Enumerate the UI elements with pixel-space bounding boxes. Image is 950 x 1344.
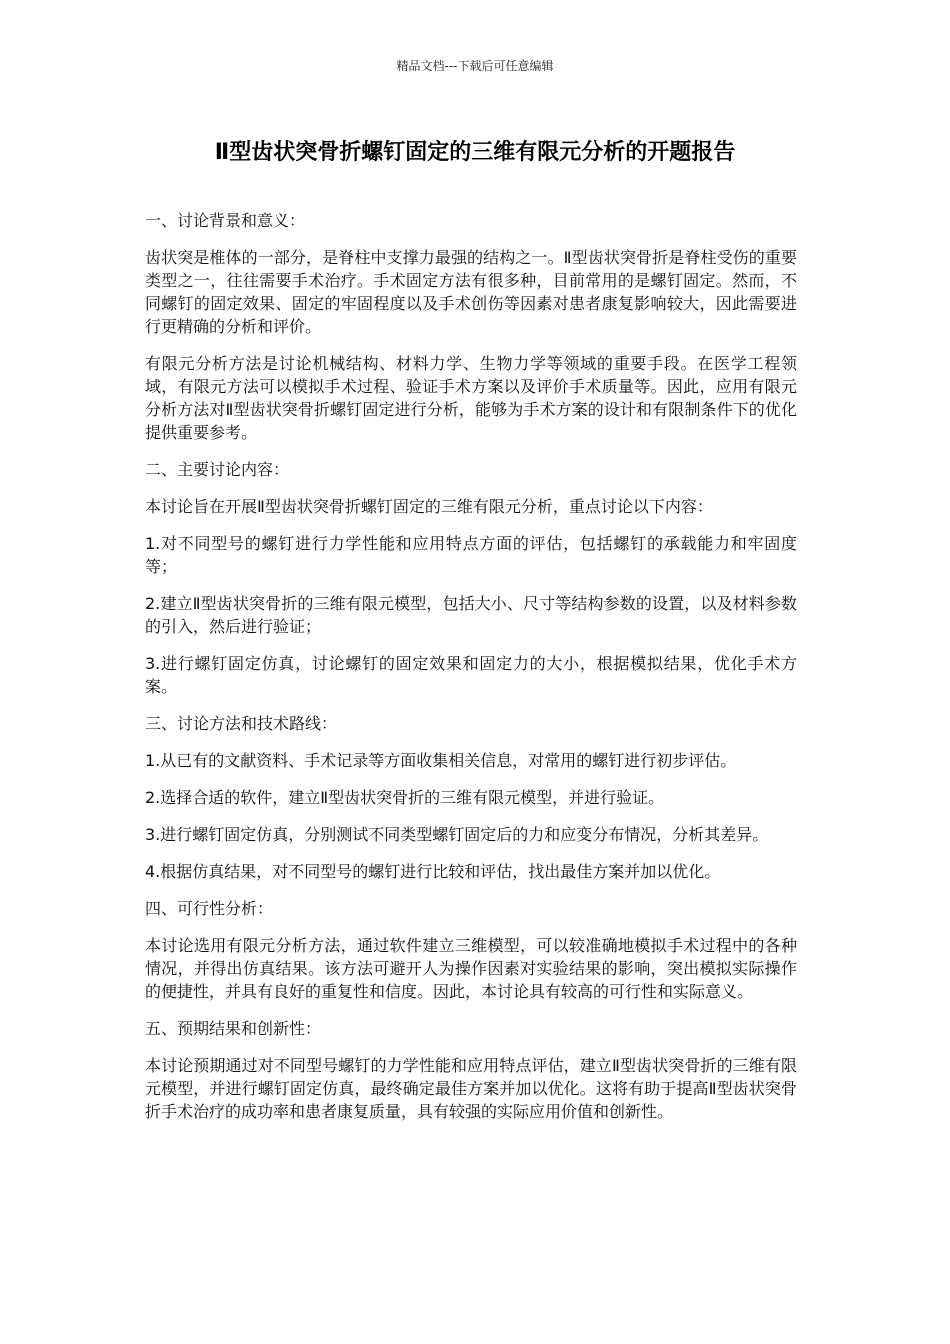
paragraph: 有限元分析方法是讨论机械结构、材料力学、生物力学等领域的重要手段。在医学工程领域，有限元方法可以模拟手术过程、验证手术方案以及评价手术质量等。因此，应用有限元分析方法对Ⅱ型齿状突骨折螺钉固定进行分析，能够为手术方案的设计和有限制条件下的优化提供重要参考。 xyxy=(145,354,797,442)
section-heading-feasibility: 四、可行性分析： xyxy=(145,899,274,918)
section-heading-background: 一、讨论背景和意义： xyxy=(145,211,306,230)
list-item: 1.从已有的文献资料、手术记录等方面收集相关信息，对常用的螺钉进行初步评估。 xyxy=(145,751,737,770)
document-body xyxy=(145,209,797,1137)
section-heading-content: 二、主要讨论内容： xyxy=(145,460,290,479)
list-item: 3.进行螺钉固定仿真，分别测试不同类型螺钉固定后的力和应变分布情况，分析其差异。 xyxy=(145,825,769,844)
list-item: 3.进行螺钉固定仿真，讨论螺钉的固定效果和固定力的大小，根据模拟结果，优化手术方案。 xyxy=(145,654,797,696)
document-title: Ⅱ型齿状突骨折螺钉固定的三维有限元分析的开题报告 xyxy=(214,140,736,165)
section-heading-methods: 三、讨论方法和技术路线： xyxy=(145,714,338,733)
list-item: 2.建立Ⅱ型齿状突骨折的三维有限元模型，包括大小、尺寸等结构参数的设置，以及材料参数的引入，然后进行验证； xyxy=(145,594,797,636)
page-header: 精品文档---下载后可任意编辑 xyxy=(396,59,554,73)
paragraph: 本讨论预期通过对不同型号螺钉的力学性能和应用特点评估，建立Ⅱ型齿状突骨折的三维有限元模型，并进行螺钉固定仿真，最终确定最佳方案并加以优化。这将有助于提高Ⅱ型齿状突骨折手术治疗的成功率和患者康复质量，具有较强的实际应用价值和创新性。 xyxy=(145,1056,797,1121)
paragraph: 齿状突是椎体的一部分，是脊柱中支撑力最强的结构之一。Ⅱ型齿状突骨折是脊柱受伤的重要类型之一，往往需要手术治疗。手术固定方法有很多种，目前常用的是螺钉固定。然而，不同螺钉的固定效果、固定的牢固程度以及手术创伤等因素对患者康复影响较大，因此需要进行更精确的分析和评价。 xyxy=(145,248,797,336)
paragraph: 本讨论旨在开展Ⅱ型齿状突骨折螺钉固定的三维有限元分析，重点讨论以下内容： xyxy=(145,497,713,516)
section-heading-expected-results: 五、预期结果和创新性： xyxy=(145,1019,322,1038)
list-item: 4.根据仿真结果，对不同型号的螺钉进行比较和评估，找出最佳方案并加以优化。 xyxy=(145,862,721,881)
list-item: 1.对不同型号的螺钉进行力学性能和应用特点方面的评估，包括螺钉的承载能力和牢固度等； xyxy=(145,534,797,576)
list-item: 2.选择合适的软件，建立Ⅱ型齿状突骨折的三维有限元模型，并进行验证。 xyxy=(145,788,665,807)
paragraph: 本讨论选用有限元分析方法，通过软件建立三维模型，可以较准确地模拟手术过程中的各种情况，并得出仿真结果。该方法可避开人为操作因素对实验结果的影响，突出模拟实际操作的便捷性，并具有良好的重复性和信度。因此，本讨论具有较高的可行性和实际意义。 xyxy=(145,936,797,1001)
